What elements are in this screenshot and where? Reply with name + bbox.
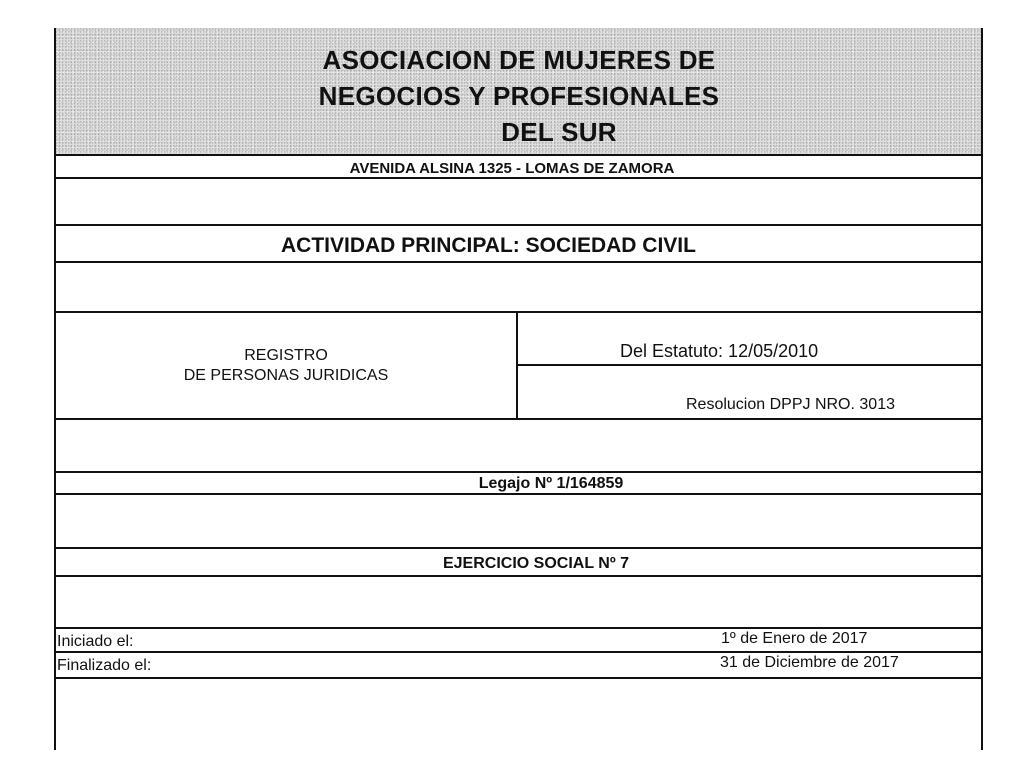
period-start-label: Iniciado el: [57, 633, 134, 650]
rule-below-header [54, 154, 983, 156]
period-end-label: Finalizado el: [57, 657, 152, 674]
rule-above-ejercicio [54, 547, 983, 549]
org-title-line-3: DEL SUR [501, 117, 617, 147]
rule-below-registry [54, 418, 983, 420]
period-start-value: 1º de Enero de 2017 [721, 630, 868, 647]
rule-above-registry [54, 311, 983, 313]
rule-below-period [54, 677, 983, 679]
registry-label-line-2: DE PERSONAS JURIDICAS [183, 367, 389, 384]
statute-date: Del Estatuto: 12/05/2010 [620, 341, 819, 361]
ejercicio-social: EJERCICIO SOCIAL Nº 7 [442, 555, 630, 572]
left-border [54, 28, 56, 750]
registry-label [56, 346, 516, 386]
rule-below-ejercicio [54, 575, 983, 577]
rule-below-address [54, 177, 983, 179]
org-title-line-1: ASOCIACION DE MUJERES DE [322, 45, 716, 75]
resolution-number: Resolucion DPPJ NRO. 3013 [686, 396, 895, 413]
activity-heading: ACTIVIDAD PRINCIPAL: SOCIEDAD CIVIL [281, 234, 696, 257]
rule-registry-mid [516, 364, 983, 366]
rule-below-legajo [54, 493, 983, 495]
org-title-line-2: NEGOCIOS Y PROFESIONALES [318, 81, 720, 111]
rule-above-period [54, 627, 983, 629]
rule-above-legajo [54, 471, 983, 473]
legajo-number: Legajo Nº 1/164859 [478, 475, 624, 492]
address-line: AVENIDA ALSINA 1325 - LOMAS DE ZAMORA [349, 160, 675, 177]
right-border [981, 28, 983, 750]
registry-label-line-1: REGISTRO [244, 347, 328, 364]
period-end-value: 31 de Diciembre de 2017 [720, 654, 899, 671]
rule-below-activity [54, 261, 983, 263]
rule-between-dates [54, 651, 983, 653]
rule-above-activity [54, 224, 983, 226]
